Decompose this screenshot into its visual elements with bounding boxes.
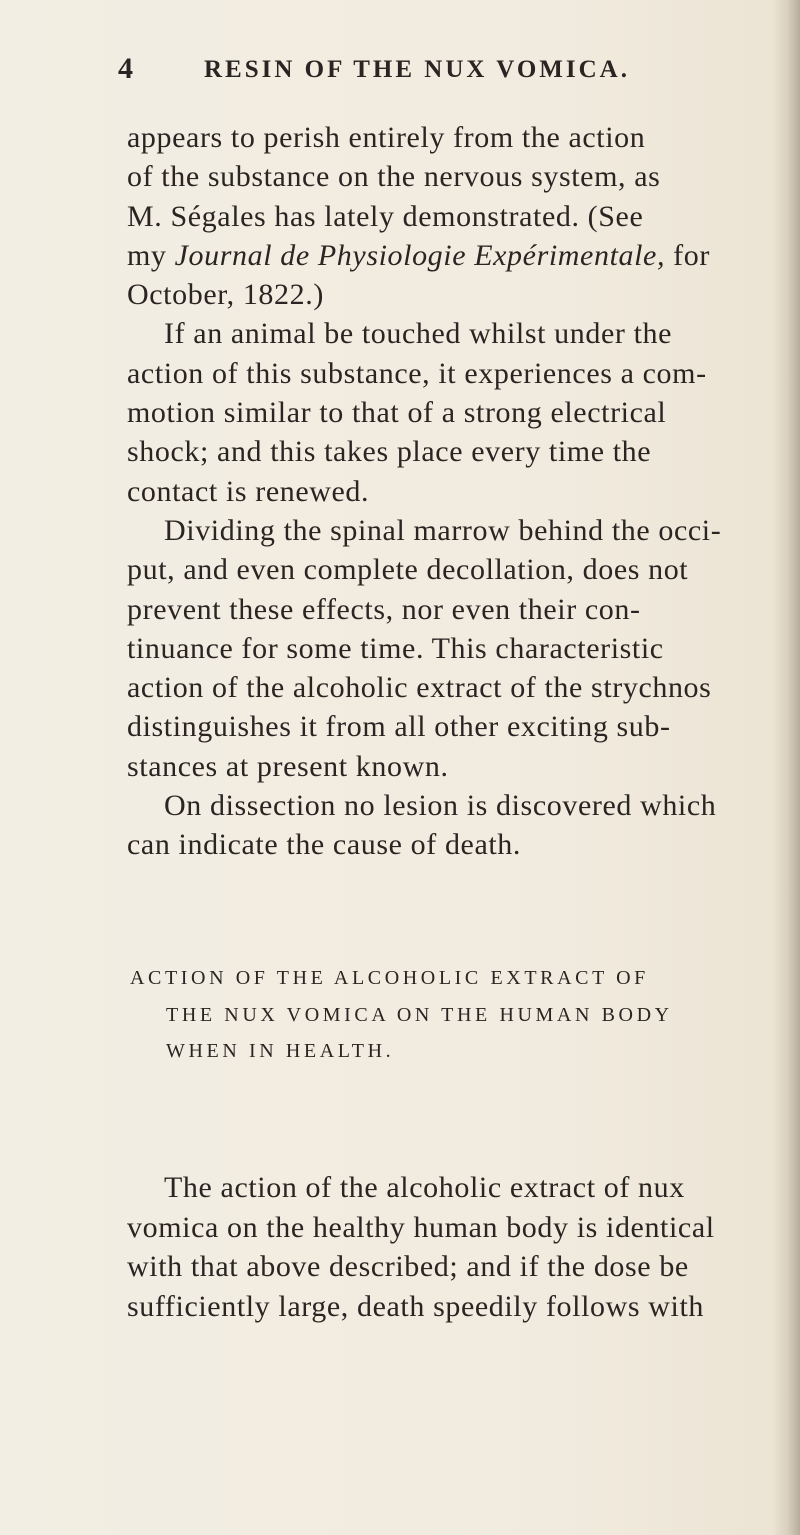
text-line: prevent these effects, nor even their con- (127, 592, 641, 626)
text-line: action of this substance, it experiences a com- (127, 356, 707, 390)
section-heading-line: ACTION OF THE ALCOHOLIC EXTRACT OF (130, 967, 649, 989)
text-fragment: my (127, 238, 175, 272)
text-line: The action of the alcoholic extract of nux (164, 1171, 685, 1204)
text-fragment: for (665, 238, 710, 272)
text-line: M. Ségales has lately demonstrated. (See (127, 199, 644, 233)
text-line: tinuance for some time. This characteristic (127, 631, 664, 665)
text-line-journal (127, 236, 767, 275)
text-line: of the substance on the nervous system, as (127, 160, 661, 194)
text-line: put, and even complete decollation, does not (127, 553, 689, 587)
running-head (118, 52, 738, 88)
text-line: If an animal be touched whilst under the (164, 317, 673, 351)
section-heading (130, 960, 770, 1070)
running-title: RESIN OF THE NUX VOMICA. (204, 56, 630, 83)
text-line: contact is renewed. (127, 474, 370, 508)
body-text-bottom (127, 1168, 767, 1326)
text-line: can indicate the cause of death. (127, 828, 522, 862)
text-line: appears to perish entirely from the action (127, 121, 646, 154)
page-edge-shadow (772, 0, 800, 1535)
text-line: motion similar to that of a strong electrical (127, 396, 667, 430)
text-line: shock; and this takes place every time the (127, 435, 652, 469)
journal-title: Journal de Physiologie Expérimentale, (174, 238, 666, 272)
body-text-top (127, 118, 767, 865)
text-line: action of the alcoholic extract of the strychnos (127, 671, 712, 705)
text-line: distinguishes it from all other exciting sub- (127, 710, 671, 744)
section-heading-line: THE NUX VOMICA ON THE HUMAN BODY (166, 1003, 673, 1026)
section-heading-line: WHEN IN HEALTH. (166, 1040, 395, 1062)
text-line: vomica on the healthy human body is identical (127, 1210, 715, 1244)
text-line: stances at present known. (127, 749, 449, 783)
text-line: with that above described; and if the dose be (127, 1250, 689, 1283)
text-line: sufficiently large, death speedily follows with (127, 1289, 704, 1323)
text-line: Dividing the spinal marrow behind the occi- (164, 513, 722, 547)
text-line: On dissection no lesion is discovered which (164, 789, 717, 823)
text-line: October, 1822.) (127, 278, 324, 312)
page-number: 4 (118, 52, 134, 85)
